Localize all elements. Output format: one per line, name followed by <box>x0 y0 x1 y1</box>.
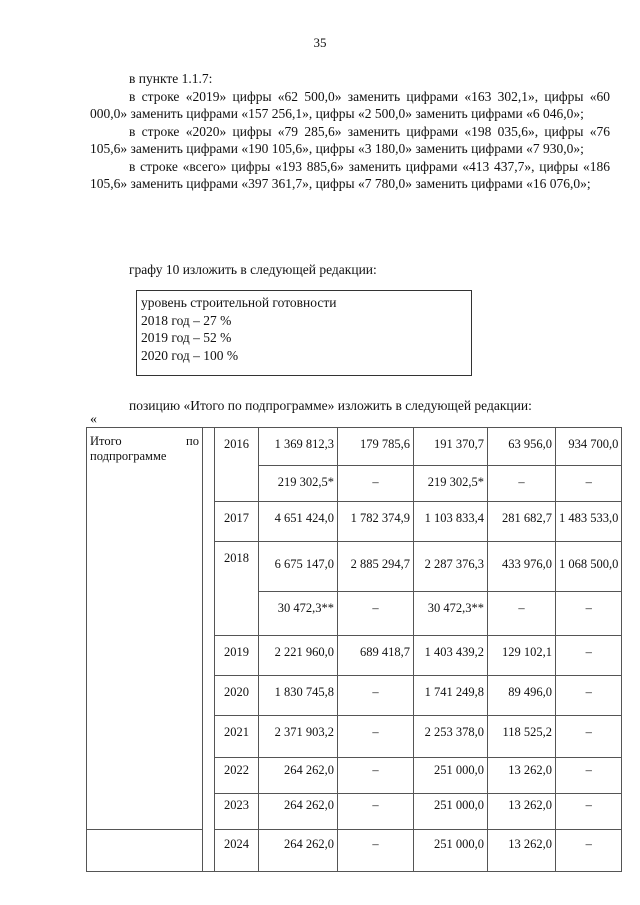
position-instruction: позицию «Итого по подпрограмме» изложить в следующей редакции: <box>129 398 532 413</box>
table-cell: – <box>488 592 556 636</box>
box-line: 2019 год – 52 % <box>141 330 232 345</box>
year-cell: 2023 <box>215 794 259 830</box>
table-cell: 1 830 745,8 <box>259 676 338 716</box>
box-line: уровень строительной готовности <box>141 295 337 310</box>
table-cell: 264 262,0 <box>259 794 338 830</box>
table-cell: 89 496,0 <box>488 676 556 716</box>
table-cell: 934 700,0 <box>556 428 622 466</box>
table-cell: 2 885 294,7 <box>338 542 414 592</box>
year-cell: 2019 <box>215 636 259 676</box>
row-label-word1: Итого <box>90 434 122 448</box>
table-cell: 1 369 812,3 <box>259 428 338 466</box>
table-cell: – <box>338 830 414 872</box>
table-cell: – <box>556 592 622 636</box>
amendment-text <box>90 70 610 193</box>
year-cell: 2017 <box>215 502 259 542</box>
table-cell: 13 262,0 <box>488 758 556 794</box>
table-cell: 63 956,0 <box>488 428 556 466</box>
spacer-column <box>203 428 215 872</box>
table-cell: 2 221 960,0 <box>259 636 338 676</box>
table-cell: – <box>556 794 622 830</box>
year-cell: 2024 <box>215 830 259 872</box>
box-line: 2020 год – 100 % <box>141 347 239 363</box>
page-number: 35 <box>313 35 327 50</box>
table-cell: – <box>338 794 414 830</box>
table-cell: 179 785,6 <box>338 428 414 466</box>
table-cell: 1 068 500,0 <box>556 542 622 592</box>
table-cell: – <box>556 676 622 716</box>
year-cell: 2016 <box>215 428 259 502</box>
table-cell: 433 976,0 <box>488 542 556 592</box>
table-cell: 30 472,3** <box>259 592 338 636</box>
row-label-word3: подпрограмме <box>90 449 167 463</box>
table-cell: 13 262,0 <box>488 830 556 872</box>
row-label-word2: по <box>186 434 199 448</box>
empty-label-cell <box>87 830 203 872</box>
table-cell: 1 403 439,2 <box>414 636 488 676</box>
table-cell: 219 302,5* <box>414 466 488 502</box>
table-cell: 2 371 903,2 <box>259 716 338 758</box>
paragraph-2019: в строке «2019» цифры «62 500,0» заменить цифрами «163 302,1», цифры «60 000,0» заменить цифрами «157 256,1», цифры «2 500,0» заменить цифрами «6 046,0»; <box>90 89 610 121</box>
table-cell: 30 472,3** <box>414 592 488 636</box>
table-cell: 281 682,7 <box>488 502 556 542</box>
paragraph-total: в строке «всего» цифры «193 885,6» заменить цифрами «413 437,7», цифры «186 105,6» заменить цифрами «397 361,7», цифры «7 780,0» заменить цифрами «16 076,0»; <box>90 159 610 191</box>
box-line: 2018 год – 27 % <box>141 312 232 328</box>
table-cell: – <box>338 592 414 636</box>
table-cell: – <box>488 466 556 502</box>
table-cell: 2 287 376,3 <box>414 542 488 592</box>
graf-instruction: графу 10 изложить в следующей редакции: <box>129 262 377 277</box>
year-cell: 2020 <box>215 676 259 716</box>
table-cell: 1 741 249,8 <box>414 676 488 716</box>
year-cell: 2022 <box>215 758 259 794</box>
subprogram-table <box>86 427 622 872</box>
year-cell: 2021 <box>215 716 259 758</box>
table-cell: – <box>556 636 622 676</box>
table-cell: – <box>556 466 622 502</box>
table-cell: 13 262,0 <box>488 794 556 830</box>
table-cell: 1 782 374,9 <box>338 502 414 542</box>
table-cell: 1 103 833,4 <box>414 502 488 542</box>
row-label <box>87 428 203 830</box>
table-cell: – <box>556 830 622 872</box>
table-cell: 2 253 378,0 <box>414 716 488 758</box>
table-cell: 129 102,1 <box>488 636 556 676</box>
table-cell: 118 525,2 <box>488 716 556 758</box>
table-cell: 6 675 147,0 <box>259 542 338 592</box>
table-cell: 219 302,5* <box>259 466 338 502</box>
table-cell: – <box>338 466 414 502</box>
table-cell: 191 370,7 <box>414 428 488 466</box>
table-cell: – <box>556 716 622 758</box>
table-cell: 251 000,0 <box>414 794 488 830</box>
readiness-box <box>136 290 472 376</box>
year-cell: 2018 <box>215 542 259 636</box>
paragraph-clause: в пункте 1.1.7: <box>129 71 213 86</box>
table-cell: 4 651 424,0 <box>259 502 338 542</box>
table-cell: – <box>338 676 414 716</box>
table-cell: 264 262,0 <box>259 830 338 872</box>
table-cell: – <box>556 758 622 794</box>
table-cell: 251 000,0 <box>414 830 488 872</box>
table-cell: 689 418,7 <box>338 636 414 676</box>
table-cell: – <box>338 758 414 794</box>
table-cell: 1 483 533,0 <box>556 502 622 542</box>
opening-quote: « <box>90 412 97 427</box>
paragraph-2020: в строке «2020» цифры «79 285,6» заменить цифрами «198 035,6», цифры «76 105,6» заменить цифрами «190 105,6», цифры «3 180,0» заменить цифрами «7 930,0»; <box>90 124 610 156</box>
table-cell: – <box>338 716 414 758</box>
table-cell: 251 000,0 <box>414 758 488 794</box>
table-cell: 264 262,0 <box>259 758 338 794</box>
